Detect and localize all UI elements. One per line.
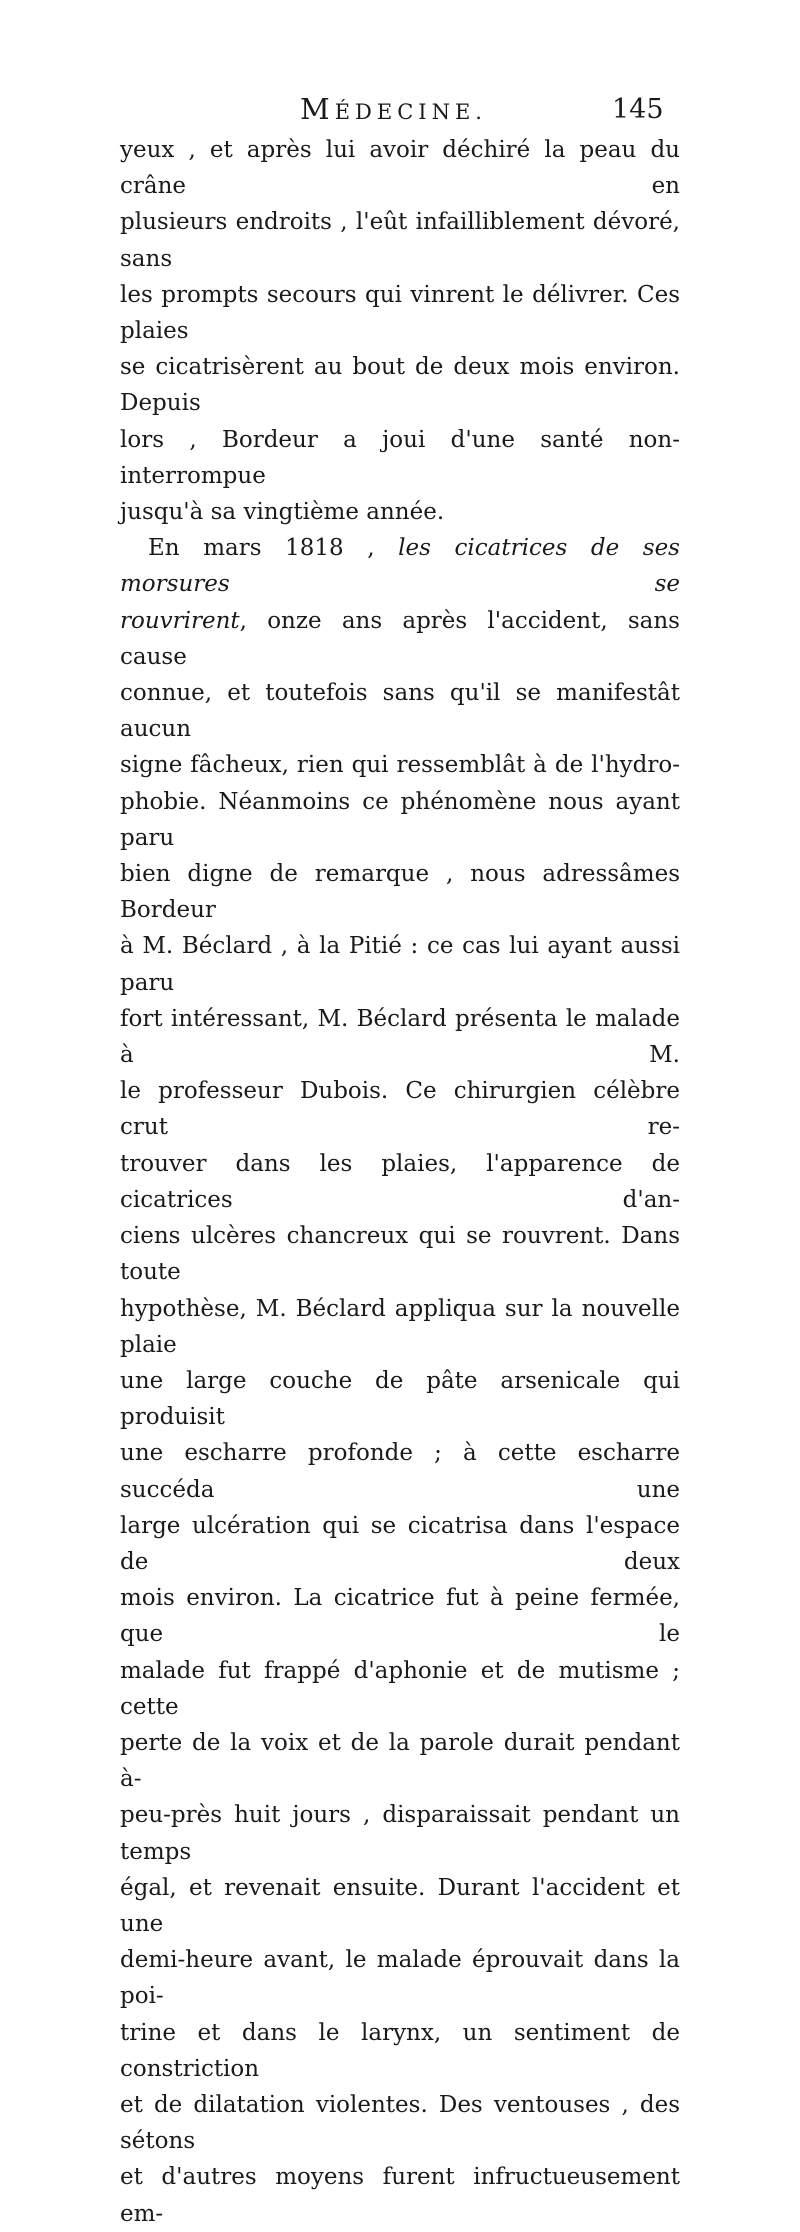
text-line bbox=[120, 349, 680, 421]
body-text bbox=[120, 132, 680, 2232]
running-title-rest: ÉDECINE. bbox=[334, 100, 487, 124]
text-line bbox=[120, 1870, 680, 1942]
text-segment: égal, et revenait ensuite. Durant l'accident et une bbox=[120, 1874, 680, 1937]
text-line bbox=[120, 1363, 680, 1435]
text-line bbox=[120, 1653, 680, 1725]
text-line bbox=[120, 784, 680, 856]
text-line bbox=[120, 928, 680, 1000]
text-segment: connue, et toutefois sans qu'il se manifestât aucun bbox=[120, 680, 680, 743]
text-line bbox=[120, 1580, 680, 1652]
text-segment: fort intéressant, M. Béclard présenta le malade à M. bbox=[120, 1005, 680, 1069]
text-line bbox=[120, 675, 680, 747]
text-line bbox=[120, 1291, 680, 1363]
text-line bbox=[120, 277, 680, 349]
text-segment: et de dilatation violentes. Des ventouses , des sétons bbox=[120, 2091, 680, 2155]
text-segment: une escharre profonde ; à cette escharre succéda une bbox=[120, 1440, 680, 1503]
text-segment: demi-heure avant, le malade éprouvait dans la poi- bbox=[120, 1947, 680, 2010]
text-segment: perte de la voix et de la parole durait pendant à- bbox=[120, 1729, 680, 1793]
text-line bbox=[120, 1146, 680, 1218]
text-line bbox=[120, 2015, 680, 2087]
text-segment: une large couche de pâte arsenicale qui produisit bbox=[120, 1367, 680, 1431]
text-line bbox=[120, 422, 680, 494]
text-segment: jusqu'à sa vingtième année. bbox=[120, 499, 445, 526]
text-line bbox=[120, 494, 680, 530]
text-line bbox=[120, 1942, 680, 2014]
text-segment: mois environ. La cicatrice fut à peine fermée, que le bbox=[120, 1585, 680, 1648]
text-segment: le professeur Dubois. Ce chirurgien célèbre crut re- bbox=[120, 1078, 680, 1141]
text-line bbox=[120, 1725, 680, 1797]
text-segment: et d'autres moyens furent infructueusement em- bbox=[120, 2164, 680, 2227]
text-segment: signe fâcheux, rien qui ressemblât à de l'hydro- bbox=[120, 752, 680, 779]
text-segment: plusieurs endroits , l'eût infailliblement dévoré, sans bbox=[120, 209, 680, 272]
running-header bbox=[0, 80, 800, 130]
text-segment: malade fut frappé d'aphonie et de mutisme ; cette bbox=[120, 1657, 680, 1720]
text-line bbox=[120, 1435, 680, 1507]
text-segment: large ulcération qui se cicatrisa dans l'espace de deux bbox=[120, 1512, 680, 1575]
text-segment: ciens ulcères chancreux qui se rouvrent. Dans toute bbox=[120, 1223, 680, 1286]
text-line bbox=[120, 1001, 680, 1073]
text-line bbox=[120, 856, 680, 928]
text-segment: phobie. Néanmoins ce phénomène nous ayant paru bbox=[120, 788, 680, 851]
text-segment: peu-près huit jours , disparaissait pendant un temps bbox=[120, 1802, 680, 1865]
text-segment: trine et dans le larynx, un sentiment de constriction bbox=[120, 2019, 680, 2082]
text-line bbox=[120, 204, 680, 276]
running-title bbox=[300, 92, 487, 126]
text-segment: trouver dans les plaies, l'apparence de cicatrices d'an- bbox=[120, 1150, 680, 1213]
text-segment: yeux , et après lui avoir déchiré la peau du crâne en bbox=[120, 137, 680, 200]
paragraph bbox=[120, 132, 680, 530]
text-line bbox=[120, 603, 680, 675]
text-line bbox=[120, 1797, 680, 1869]
text-line bbox=[120, 1218, 680, 1290]
italic-text: les cicatrices de ses morsures se bbox=[120, 535, 680, 598]
text-segment: à M. Béclard , à la Pitié : ce cas lui ayant aussi paru bbox=[120, 933, 680, 996]
text-segment: se cicatrisèrent au bout de deux mois environ. Depuis bbox=[120, 354, 680, 417]
text-segment: , onze ans après l'accident, sans cause bbox=[120, 607, 680, 670]
text-line bbox=[120, 530, 680, 602]
text-segment: les prompts secours qui vinrent le délivrer. Ces plaies bbox=[120, 281, 680, 345]
paragraph bbox=[120, 530, 680, 2232]
text-line bbox=[120, 2159, 680, 2231]
text-line bbox=[120, 2087, 680, 2159]
running-title-initial: M bbox=[300, 92, 335, 126]
text-segment: lors , Bordeur a joui d'une santé non-interrompue bbox=[120, 426, 680, 489]
italic-text: rouvrirent bbox=[120, 607, 240, 634]
text-segment: En mars 1818 , bbox=[148, 535, 399, 562]
text-segment: hypothèse, M. Béclard appliqua sur la nouvelle plaie bbox=[120, 1295, 680, 1358]
text-line bbox=[120, 132, 680, 204]
text-line bbox=[120, 1508, 680, 1580]
text-line bbox=[120, 747, 680, 783]
text-segment: bien digne de remarque , nous adressâmes Bordeur bbox=[120, 861, 680, 924]
page-number: 145 bbox=[612, 94, 664, 125]
text-line bbox=[120, 1073, 680, 1145]
